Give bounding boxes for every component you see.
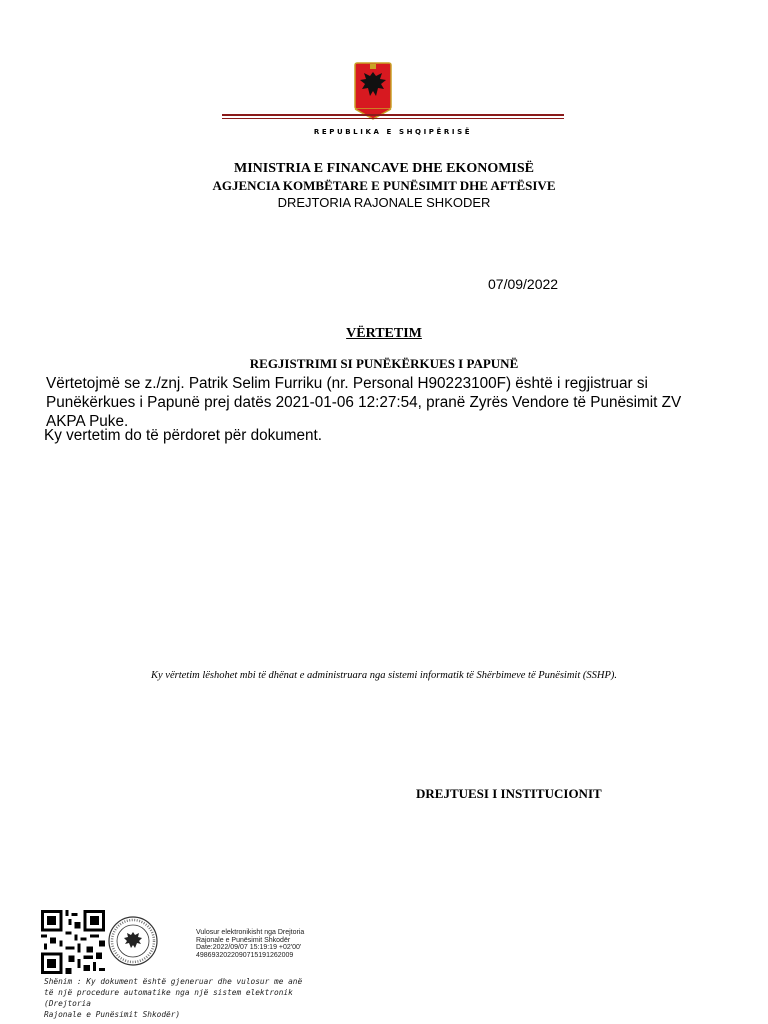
note-line-3: Rajonale e Punësimit Shkodër) [44, 1010, 181, 1019]
note-line-2: të një procedure automatike nga një sistem elektronik (Drejtoria [44, 988, 293, 1008]
header-rule-thin [222, 118, 564, 119]
directorate-name: DREJTORIA RAJONALE SHKODER [277, 195, 491, 210]
document-date: 07/09/2022 [488, 276, 559, 292]
esign-line-1: Vulosur elektronikisht nga Drejtoria [196, 929, 305, 936]
body-line-1: Vërtetojmë se z./znj. Patrik Selim Furriku (nr. Personal H90223100F) është i regjistruar si [46, 375, 648, 392]
body-line-3: AKPA Puke. [46, 413, 129, 430]
agency-name: AGJENCIA KOMBËTARE E PUNËSIMIT DHE AFTËSIVE [212, 178, 556, 193]
esign-line-2: Rajonale e Punësimit Shkodër [196, 936, 291, 944]
document-subtitle: REGJISTRIMI SI PUNËKËRKUES I PAPUNË [249, 356, 519, 371]
usage-statement: Ky vertetim do të përdoret për dokument. [44, 427, 323, 444]
albanian-eagle-emblem-icon [354, 62, 392, 120]
esign-date: Date:2022/09/07 15:19:19 +02'00' [196, 944, 302, 951]
body-line-2: Punëkërkues i Papunë prej datës 2021-01-06 12:27:54, pranë Zyrës Vendore të Punësimit ZV [46, 394, 682, 411]
head-of-institution: DREJTUESI I INSTITUCIONIT [416, 786, 602, 801]
republic-label: REPUBLIKA E SHQIPËRISË [313, 128, 473, 136]
document-title: VËRTETIM [346, 326, 422, 341]
header-rule [222, 114, 564, 116]
certificate-body [46, 374, 706, 431]
institution-seal-icon [107, 915, 159, 967]
qr-code-icon [41, 910, 105, 974]
automatic-generation-note [44, 976, 344, 1020]
note-line-1: Shënim : Ky dokument është gjeneruar dhe vulosur me anë [44, 977, 303, 986]
system-footnote: Ky vërtetim lëshohet mbi të dhënat e administruara nga sistemi informatik të Shërbimeve të Punësimit (SSHP). [151, 670, 617, 681]
ministry-name: MINISTRIA E FINANCAVE DHE EKONOMISË [233, 161, 534, 176]
esign-id: 4986932022090715191262009 [196, 951, 294, 959]
electronic-seal-info [196, 929, 304, 959]
